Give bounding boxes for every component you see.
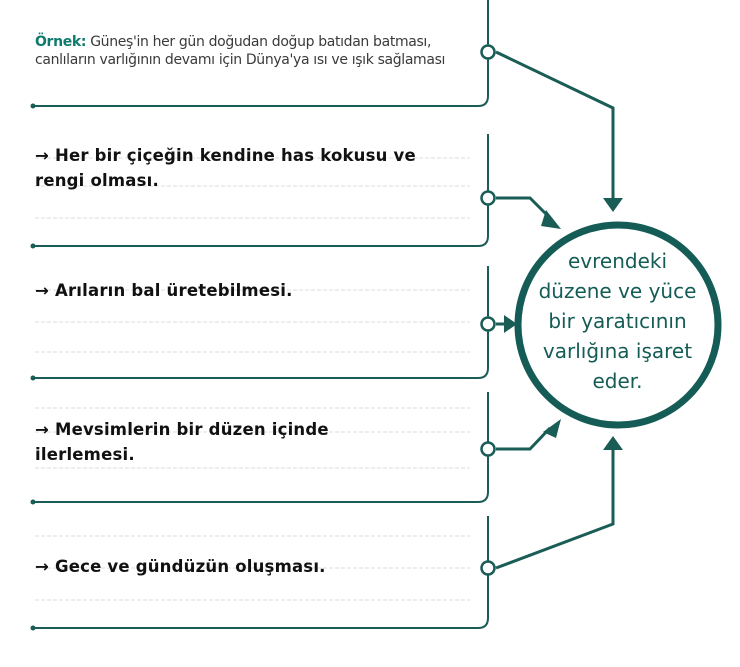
example-line-1	[35, 33, 485, 51]
example-text-line-2: canlıların varlığının devamı için Dünya'ya ısı ve ışık sağlaması	[35, 52, 446, 68]
frame-dot	[31, 104, 36, 109]
arrowhead	[543, 419, 561, 438]
answer-3-line-2: ilerlemesi.	[35, 445, 135, 464]
connector-answer-3	[496, 428, 550, 449]
frame-dot	[31, 376, 36, 381]
arrowhead	[603, 436, 623, 450]
answer-4-line-1: → Gece ve gündüzün oluşması.	[35, 557, 326, 576]
example-text-line-1: Güneş'in her gün doğudan doğup batıdan batması,	[90, 34, 432, 50]
answer-2	[35, 278, 475, 303]
conclusion-text: evrendeki düzene ve yüce bir yaratıcının varlığına işaret eder.	[538, 249, 697, 393]
frame-dot	[31, 244, 36, 249]
answer-1	[35, 143, 475, 193]
answer-2-line-1: → Arıların bal üretebilmesi.	[35, 281, 293, 300]
connector-example	[496, 52, 613, 205]
connection-dot	[482, 318, 495, 331]
connection-dot	[482, 562, 495, 575]
frame-dot	[31, 626, 36, 631]
connector-answer-1	[496, 198, 552, 220]
connector-answer-4	[496, 448, 613, 568]
connection-dot	[482, 443, 495, 456]
example-label: Örnek:	[35, 34, 87, 50]
answer-3-line-1: → Mevsimlerin bir düzen içinde	[35, 420, 329, 439]
answer-1-line-1: → Her bir çiçeğin kendine has kokusu ve	[35, 146, 416, 165]
arrowhead	[603, 198, 623, 212]
answer-1-line-2: rengi olması.	[35, 171, 159, 190]
answer-3	[35, 417, 475, 467]
answer-4	[35, 554, 475, 579]
example-text	[35, 33, 485, 69]
connection-dot	[482, 192, 495, 205]
frame-dot	[31, 500, 36, 505]
